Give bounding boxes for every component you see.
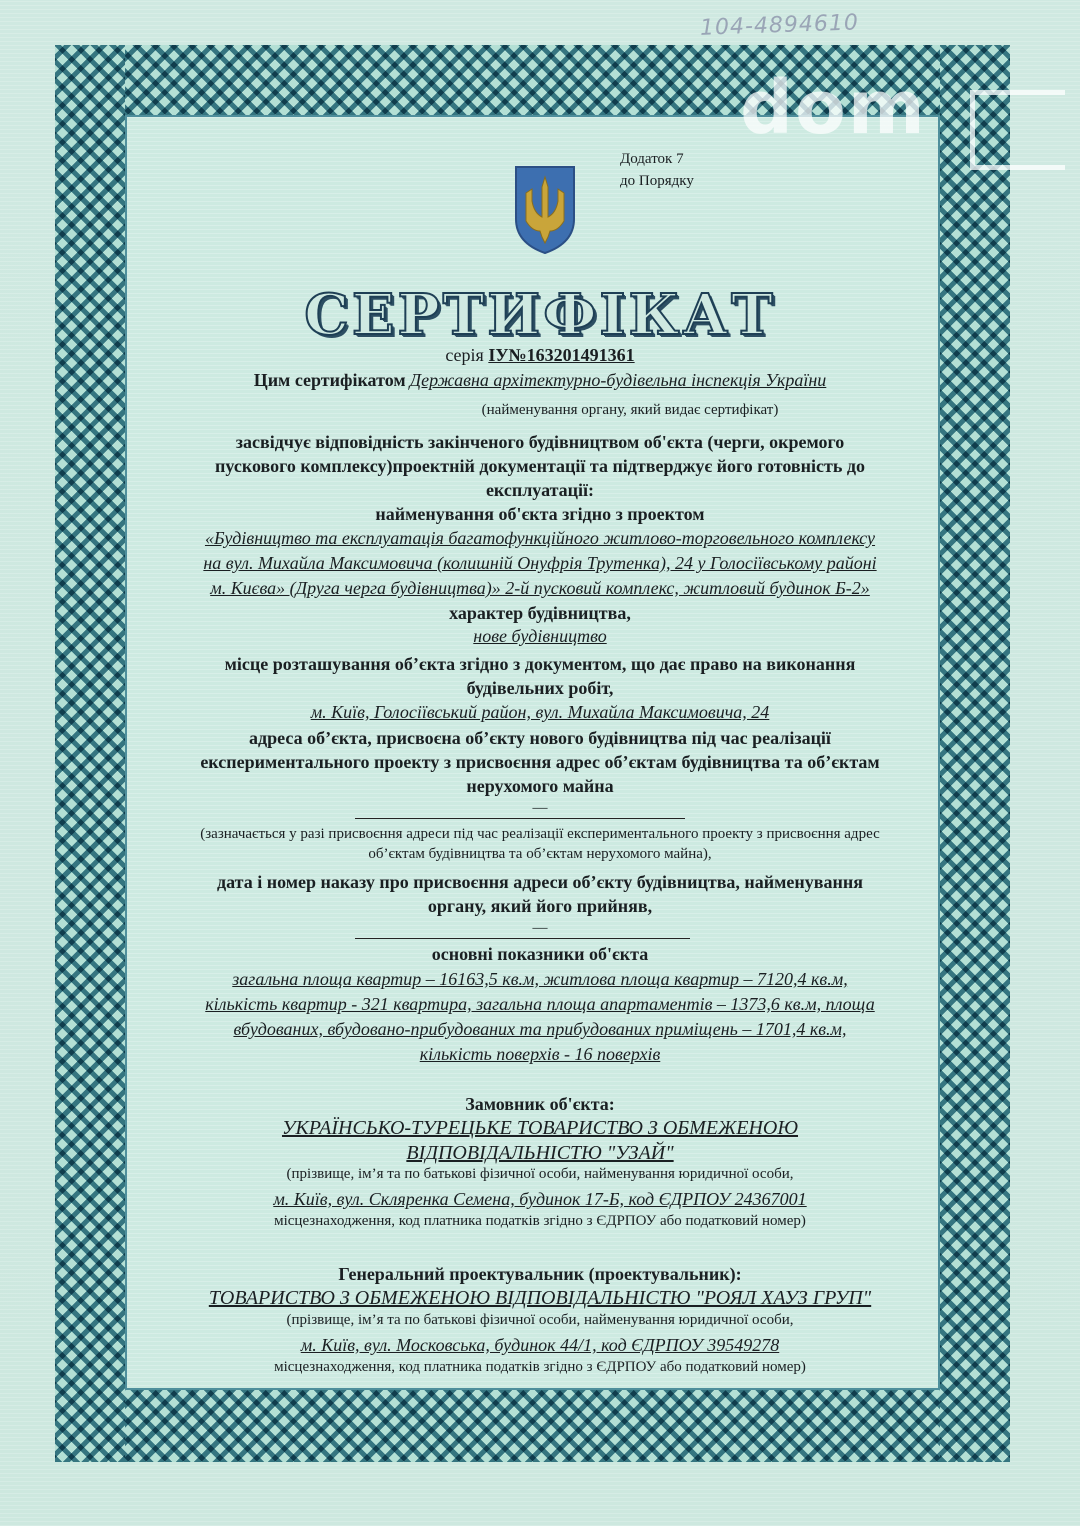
object-name-line-2: на вул. Михайла Максимовича (колишній Онуфрія Трутенка), 24 у Голосіївському районі [203, 553, 877, 573]
indicators-line-2: кількість квартир - 321 квартира, загальна площа апартаментів – 1373,6 кв.м, площа [205, 994, 875, 1014]
issuer-caption: (найменування органу, який видає сертифікат) [481, 402, 779, 418]
annex-line-2: до Порядку [620, 173, 694, 189]
issuer-name: Державна архітектурно-будівельна інспекція України [409, 370, 827, 390]
designer-caption-2: місцезнаходження, код платника податків згідно з ЄДРПОУ або податковий номер) [274, 1359, 806, 1375]
indicators-label: основні показники об'єкта [431, 944, 649, 964]
designer-name: ТОВАРИСТВО З ОБМЕЖЕНОЮ ВІДПОВІДАЛЬНІСТЮ "РОЯЛ ХАУЗ ГРУП" [208, 1287, 872, 1309]
object-name-line-3: м. Києва» (Друга черга будівництва)» 2-й пусковий комплекс, житловий будинок Б-2» [210, 578, 870, 598]
watermark-logo [740, 65, 1060, 175]
address-caption-1: (зазначається у разі присвоєння адреси під час реалізації експериментального проекту з присвоєння адрес [200, 826, 880, 842]
construction-type-label: характер будівництва, [449, 603, 631, 623]
series-line [150, 345, 930, 366]
order-label-2: органу, який його прийняв, [427, 896, 653, 916]
address-label-3: нерухомого майна [466, 776, 614, 796]
designer-address: м. Київ, вул. Московська, будинок 44/1, код ЄДРПОУ 39549278 [300, 1335, 780, 1355]
object-name-label: найменування об'єкта згідно з проектом [375, 504, 705, 524]
certifies-line-2: пускового комплексу)проектній документації та підтверджує його готовність до [215, 456, 865, 476]
issuer-line [110, 368, 970, 392]
annex-note [620, 148, 780, 192]
customer-label: Замовник об'єкта: [465, 1094, 615, 1114]
address-label-2: експериментального проекту з присвоєння адрес об’єктам будівництва та об’єктам [200, 752, 880, 772]
order-label-1: дата і номер наказу про присвоєння адреси об’єкту будівництва, найменування [217, 872, 863, 892]
certifies-line-3: експлуатації: [485, 480, 595, 500]
series-value: ІУ№163201491361 [488, 345, 635, 365]
indicators-line-3: вбудованих, вбудовано-прибудованих та прибудованих приміщень – 1701,4 кв.м, [233, 1019, 847, 1039]
watermark-text: dom [740, 65, 927, 151]
handwritten-note: 104-4894610 [699, 10, 860, 41]
address-underline [355, 818, 685, 819]
order-underline [355, 938, 690, 939]
object-name-line-1: «Будівництво та експлуатація багатофункційного житлово-торговельного комплексу [204, 528, 876, 548]
customer-caption-1: (прізвище, ім’я та по батькові фізичної особи, найменування юридичної особи, [286, 1166, 794, 1182]
indicators-line-4: кількість поверхів - 16 поверхів [419, 1044, 661, 1064]
designer-caption-1: (прізвище, ім’я та по батькові фізичної особи, найменування юридичної особи, [286, 1312, 794, 1328]
customer-name-2: ВІДПОВІДАЛЬНІСТЮ "УЗАЙ" [406, 1142, 674, 1164]
address-label-1: адреса об’єкта, присвоєна об’єкту нового будівництва під час реалізації [249, 728, 831, 748]
address-value: — [532, 800, 548, 816]
customer-caption-2: місцезнаходження, код платника податків згідно з ЄДРПОУ або податковий номер) [274, 1213, 806, 1229]
location-label-2: будівельних робіт, [466, 678, 614, 698]
certificate-title: СЕРТИФІКАТ [304, 282, 776, 348]
annex-line-1: Додаток 7 [620, 151, 684, 167]
certifies-line-1: засвідчує відповідність закінченого будівництвом об'єкта (черги, окремого [235, 432, 845, 452]
indicators-line-1: загальна площа квартир – 16163,5 кв.м, житлова площа квартир – 7120,4 кв.м, [232, 969, 848, 989]
watermark-box [970, 90, 1065, 170]
issuer-prefix: Цим сертифікатом [253, 370, 406, 390]
series-label: серія [445, 345, 484, 365]
construction-type-value: нове будівництво [473, 626, 607, 646]
order-value: — [532, 920, 548, 936]
location-label-1: місце розташування об’єкта згідно з документом, що дає право на виконання [224, 654, 856, 674]
customer-name-1: УКРАЇНСЬКО-ТУРЕЦЬКЕ ТОВАРИСТВО З ОБМЕЖЕНОЮ [281, 1117, 799, 1139]
designer-label: Генеральний проектувальник (проектувальник): [338, 1264, 742, 1284]
address-caption-2: об’єктам будівництва та об’єктам нерухомого майна), [368, 846, 712, 862]
location-value: м. Київ, Голосіївський район, вул. Михайла Максимовича, 24 [310, 702, 770, 722]
ornamental-border-bottom [55, 1390, 1010, 1462]
customer-address: м. Київ, вул. Скляренка Семена, будинок 17-Б, код ЄДРПОУ 24367001 [273, 1189, 807, 1209]
coat-of-arms-icon [512, 163, 578, 255]
